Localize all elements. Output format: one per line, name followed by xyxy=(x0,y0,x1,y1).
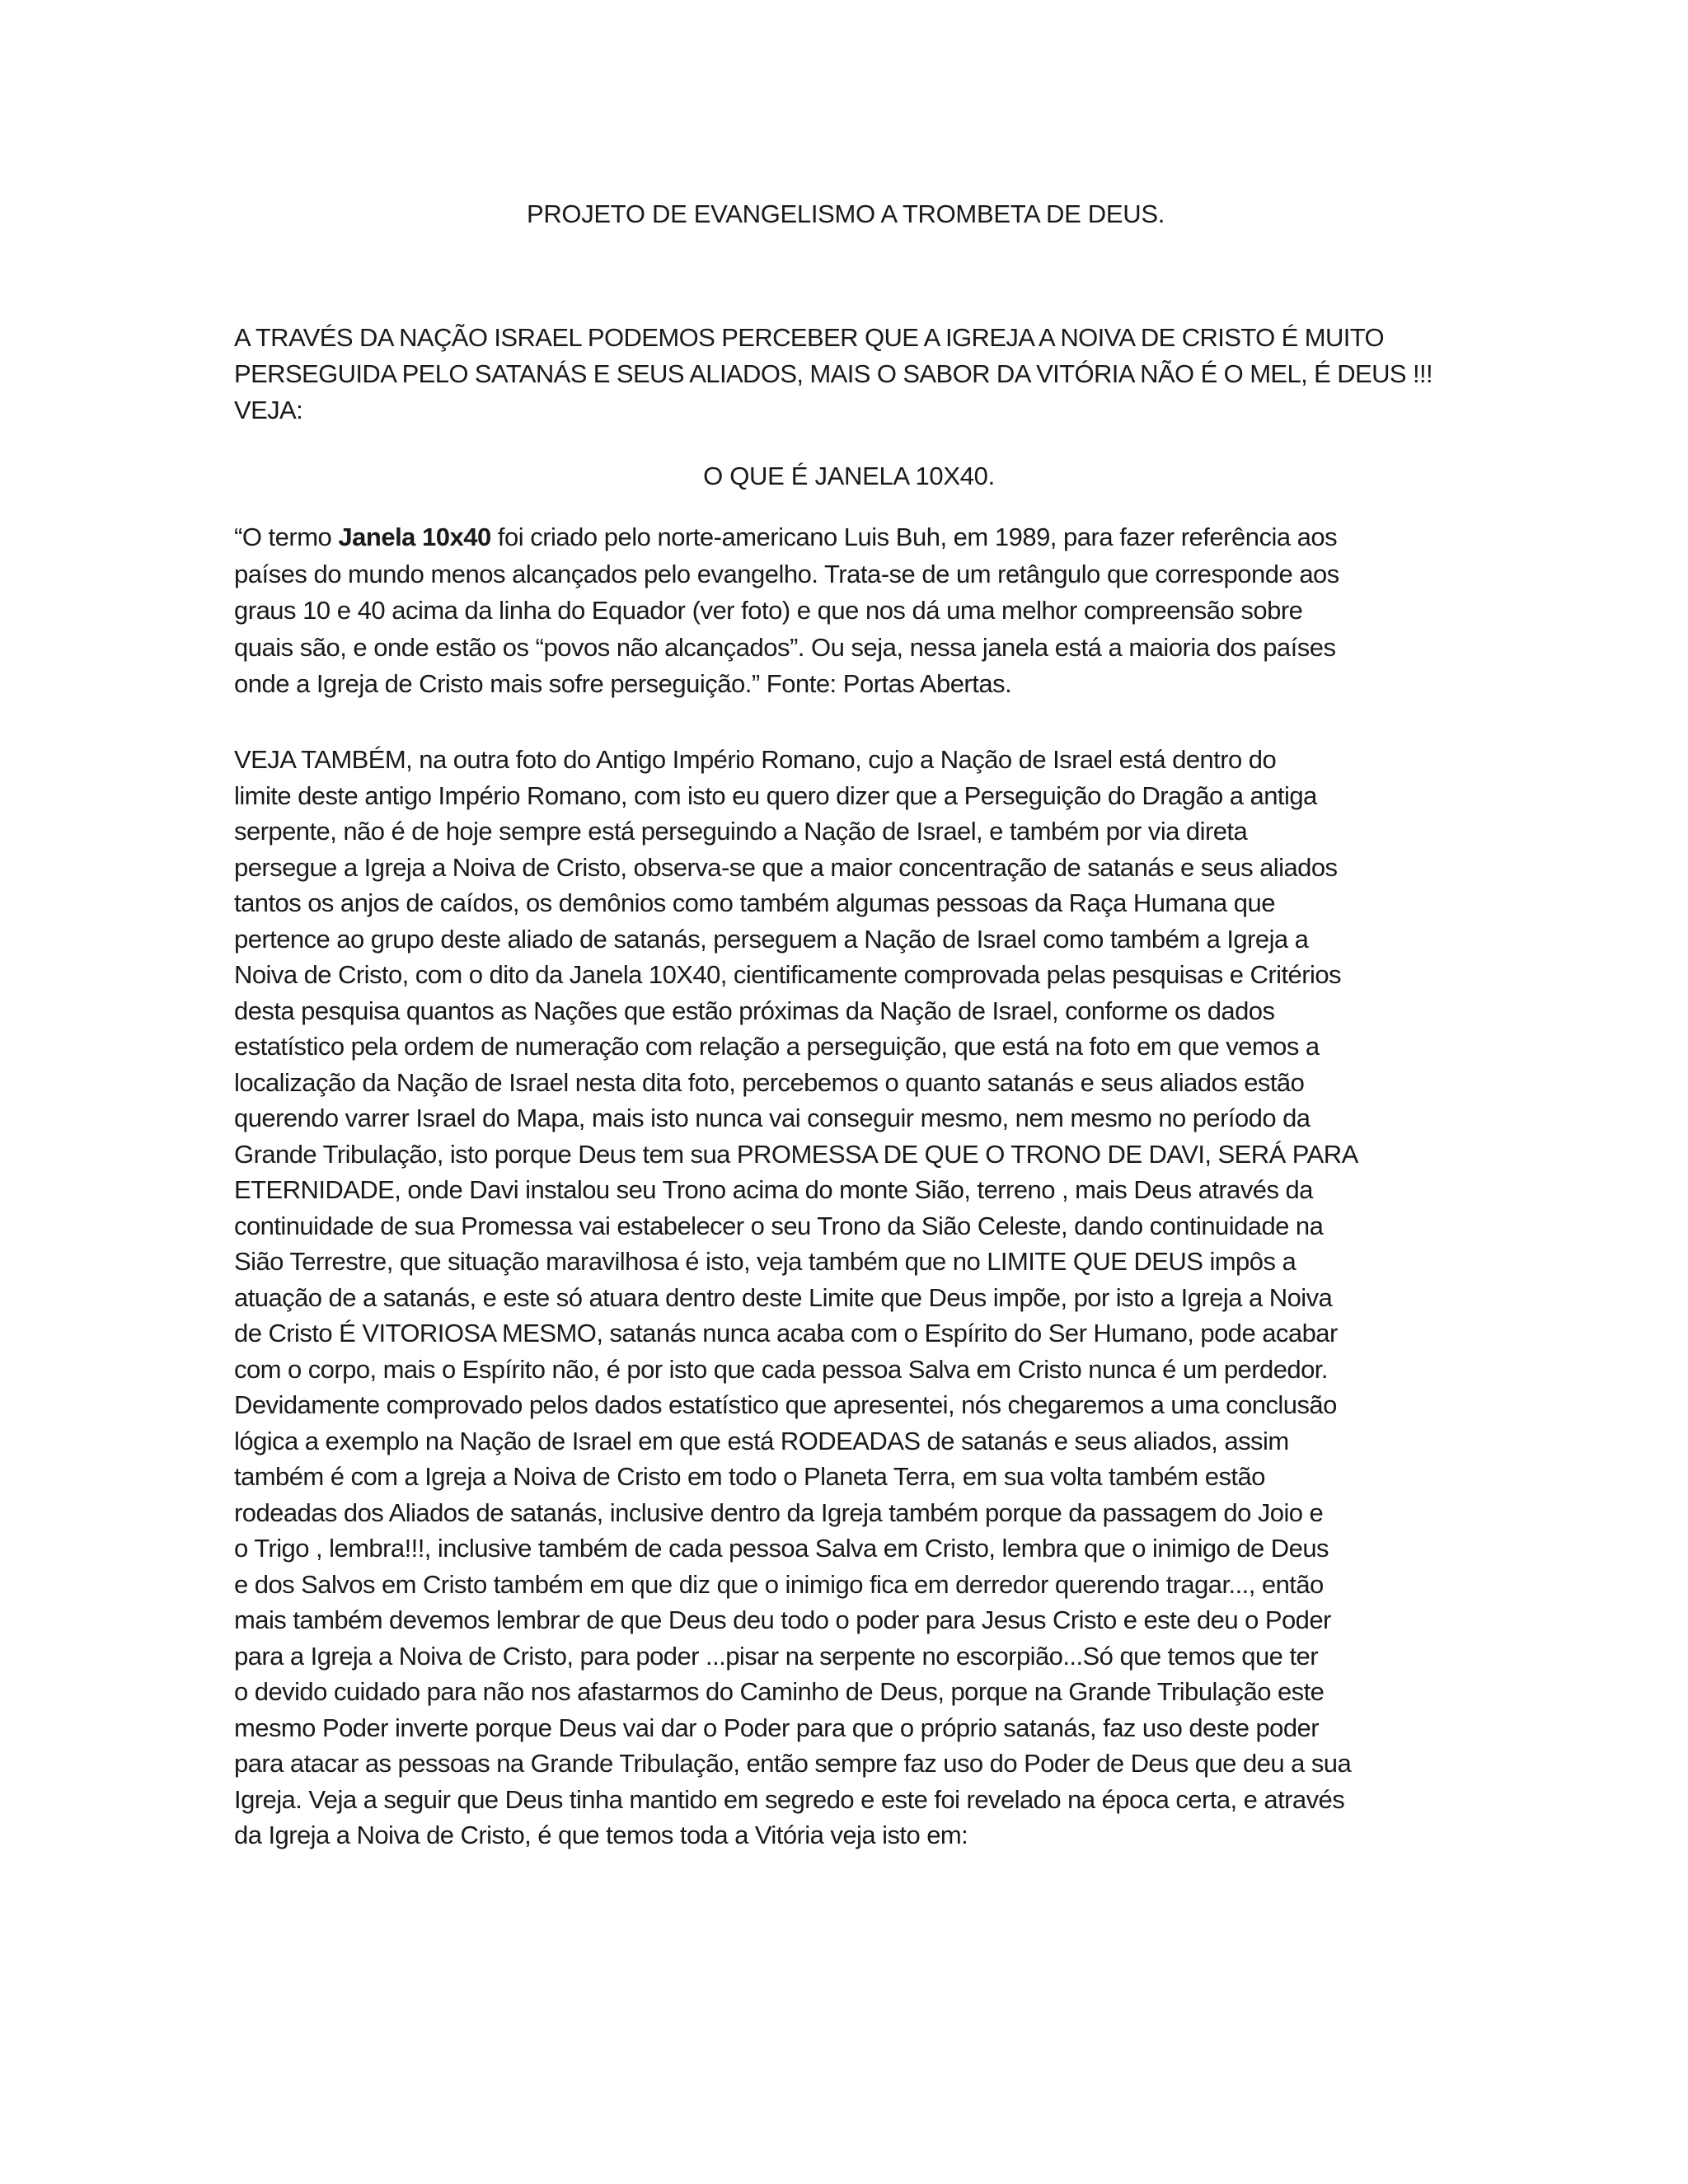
quote-line: quais são, e onde estão os “povos não alcançados”. Ou seja, nessa janela está a maioria dos países xyxy=(234,632,1336,662)
main-line: mais também devemos lembrar de que Deus deu todo o poder para Jesus Cristo e este deu o Poder xyxy=(234,1605,1331,1634)
main-paragraph xyxy=(234,742,1457,1854)
main-line: o devido cuidado para não nos afastarmos do Caminho de Deus, porque na Grande Tribulação este xyxy=(234,1677,1325,1706)
main-line: desta pesquisa quantos as Nações que estão próximas da Nação de Israel, conforme os dados xyxy=(234,996,1275,1025)
quote-line-start: “O termo xyxy=(234,523,339,551)
section-subtitle: O QUE É JANELA 10X40. xyxy=(703,462,995,490)
intro-line: PERSEGUIDA PELO SATANÁS E SEUS ALIADOS, MAIS O SABOR DA VITÓRIA NÃO É O MEL, É DEUS !!! xyxy=(234,359,1433,388)
intro-paragraph xyxy=(234,320,1457,429)
main-line: Grande Tribulação, isto porque Deus tem sua PROMESSA DE QUE O TRONO DE DAVI, SERÁ PARA xyxy=(234,1139,1358,1169)
main-line: Sião Terrestre, que situação maravilhosa é isto, veja também que no LIMITE QUE DEUS impôs a xyxy=(234,1247,1296,1276)
quote-paragraph xyxy=(234,519,1457,703)
main-line: de Cristo É VITORIOSA MESMO, satanás nunca acaba com o Espírito do Ser Humano, pode acabar xyxy=(234,1319,1338,1347)
main-line: atuação de a satanás, e este só atuara dentro deste Limite que Deus impõe, por isto a Igreja a Noiva xyxy=(234,1282,1333,1312)
quote-line xyxy=(234,519,1457,556)
main-line: o Trigo , lembra!!!, inclusive também de cada pessoa Salva em Cristo, lembra que o inimigo de Deus xyxy=(234,1534,1329,1563)
main-line: Devidamente comprovado pelos dados estatístico que apresentei, nós chegaremos a uma conclusão xyxy=(234,1390,1337,1419)
main-line: rodeadas dos Aliados de satanás, inclusive dentro da Igreja também porque da passagem do Joio e xyxy=(234,1497,1324,1527)
main-line: para a Igreja a Noiva de Cristo, para poder ...pisar na serpente no escorpião...Só que temos que ter xyxy=(234,1641,1318,1671)
main-line: lógica a exemplo na Nação de Israel em que está RODEADAS de satanás e seus aliados, assim xyxy=(234,1426,1289,1455)
intro-line: VEJA: xyxy=(234,396,303,424)
main-line: mesmo Poder inverte porque Deus vai dar o Poder para que o próprio satanás, faz uso deste poder xyxy=(234,1713,1320,1742)
main-line: tantos os anjos de caídos, os demônios como também algumas pessoas da Raça Humana que xyxy=(234,888,1275,917)
main-line: e dos Salvos em Cristo também em que diz que o inimigo fica em derredor querendo tragar..., então xyxy=(234,1569,1324,1599)
quote-line: países do mundo menos alcançados pelo evangelho. Trata-se de um retângulo que corresponde aos xyxy=(234,559,1339,588)
quote-line-rest: foi criado pelo norte-americano Luis Buh, em 1989, para fazer referência aos xyxy=(490,523,1338,551)
main-line: Noiva de Cristo, com o dito da Janela 10X40, cientificamente comprovada pelas pesquisas e Critérios xyxy=(234,960,1342,989)
main-line: também é com a Igreja a Noiva de Cristo em todo o Planeta Terra, em sua volta também estão xyxy=(234,1462,1265,1491)
main-line: estatístico pela ordem de numeração com relação a perseguição, que está na foto em que vemos a xyxy=(234,1032,1320,1061)
main-line: Igreja. Veja a seguir que Deus tinha mantido em segredo e este foi revelado na época certa, e através xyxy=(234,1784,1345,1814)
document-title: PROJETO DE EVANGELISMO A TROMBETA DE DEUS. xyxy=(526,199,1165,228)
main-line: para atacar as pessoas na Grande Tribulação, então sempre faz uso do Poder de Deus que deu a sua xyxy=(234,1749,1352,1778)
main-line: localização da Nação de Israel nesta dita foto, percebemos o quanto satanás e seus aliados estão xyxy=(234,1067,1305,1097)
main-line: serpente, não é de hoje sempre está perseguindo a Nação de Israel, e também por via direta xyxy=(234,817,1248,846)
main-line: pertence ao grupo deste aliado de satanás, perseguem a Nação de Israel como também a Igreja a xyxy=(234,924,1309,954)
main-line: querendo varrer Israel do Mapa, mais isto nunca vai conseguir mesmo, nem mesmo no período da xyxy=(234,1104,1311,1132)
quote-line: graus 10 e 40 acima da linha do Equador (ver foto) e que nos dá uma melhor compreensão sobre xyxy=(234,596,1303,625)
main-line: VEJA TAMBÉM, na outra foto do Antigo Império Romano, cujo a Nação de Israel está dentro do xyxy=(234,745,1277,774)
main-line: limite deste antigo Império Romano, com isto eu quero dizer que a Perseguição do Dragão a antiga xyxy=(234,780,1317,810)
quote-line: onde a Igreja de Cristo mais sofre perseguição.” Fonte: Portas Abertas. xyxy=(234,669,1012,698)
main-line: da Igreja a Noiva de Cristo, é que temos toda a Vitória veja isto em: xyxy=(234,1821,968,1849)
main-line: continuidade de sua Promessa vai estabelecer o seu Trono da Sião Celeste, dando continuidade na xyxy=(234,1211,1324,1240)
quote-term-bold: Janela 10x40 xyxy=(338,523,491,551)
main-line: persegue a Igreja a Noiva de Cristo, observa-se que a maior concentração de satanás e seus aliados xyxy=(234,852,1338,882)
main-line: ETERNIDADE, onde Davi instalou seu Trono acima do monte Sião, terreno , mais Deus através da xyxy=(234,1175,1313,1204)
main-line: com o corpo, mais o Espírito não, é por isto que cada pessoa Salva em Cristo nunca é um perdedor. xyxy=(234,1354,1328,1384)
intro-line: A TRAVÉS DA NAÇÃO ISRAEL PODEMOS PERCEBER QUE A IGREJA A NOIVA DE CRISTO É MUITO xyxy=(234,323,1385,352)
